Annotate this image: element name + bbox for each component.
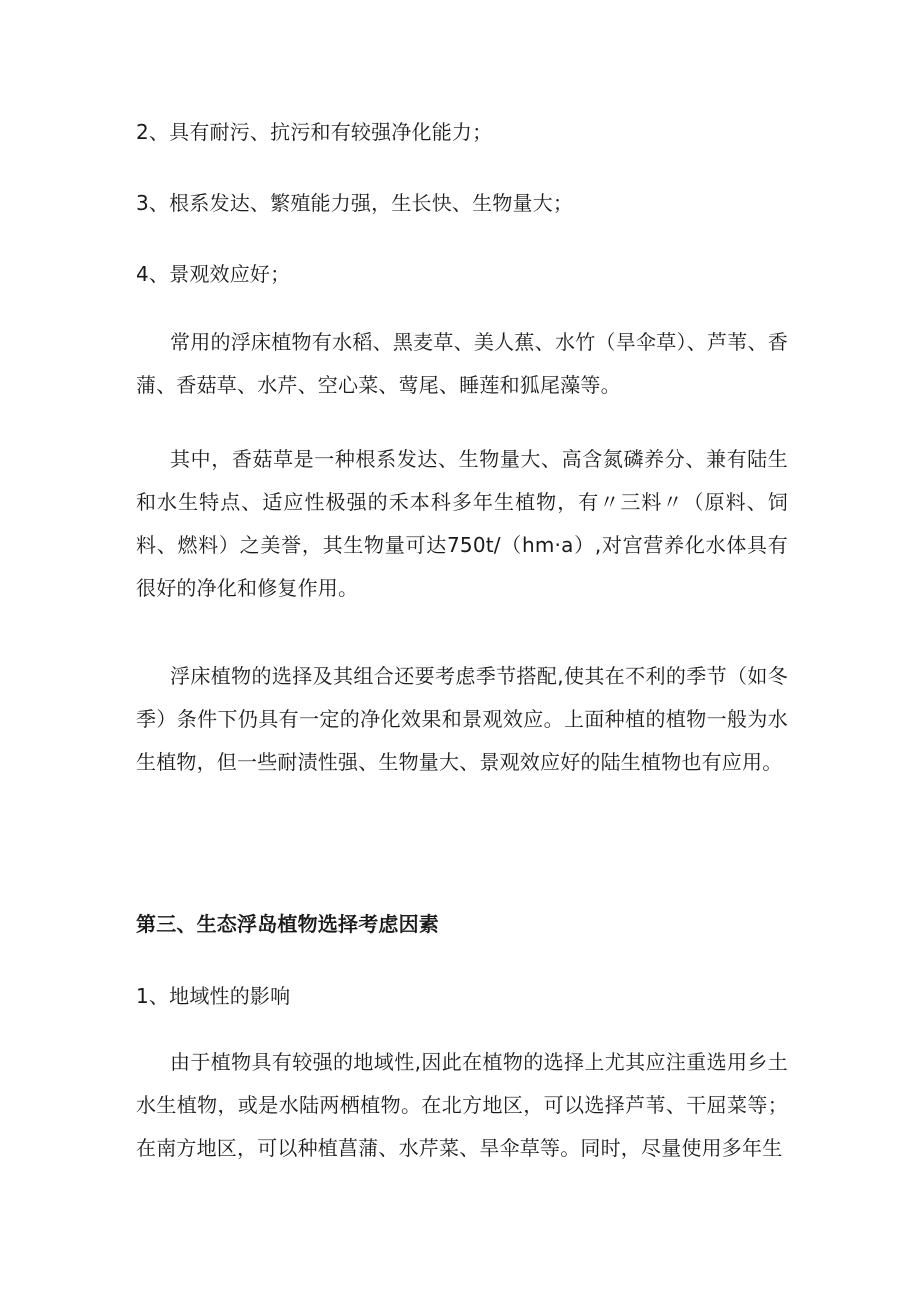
paragraph-season-matching: 浮床植物的选择及其组合还要考虑季节搭配,使其在不利的季节（如冬季）条件下仍具有一定的净化效果和景观效应。上面种植的植物一般为水生植物，但一些耐渍性强、生物量大、景观效应好的陆生植物也有应用。 [136,664,788,774]
paragraph-shiitake-grass: 其中，香菇草是一种根系发达、生物量大、高含氮磷养分、兼有陆生和水生特点、适应性极强的禾本科多年生植物，有〃三料〃（原料、饲料、燃料）之美誉，其生物量可达750t/（hm·a）,对宫营养化水体具有很好的净化和修复作用。 [136,447,788,600]
list-item-2: 2、具有耐污、抗污和有较强净化能力； [136,120,493,144]
paragraph-common-plants: 常用的浮床植物有水稻、黑麦草、美人蕉、水竹（旱伞草）、芦苇、香蒲、香菇草、水芹、空心菜、莺尾、睡莲和狐尾藻等。 [136,330,788,397]
paragraph-regional-influence: 由于植物具有较强的地域性,因此在植物的选择上尤其应注重选用乡土水生植物，或是水陆两栖植物。在北方地区，可以选择芦苇、干屈菜等；在南方地区，可以种植菖蒲、水芹菜、旱伞草等。同时，尽量使用多年生 [136,1050,788,1160]
list-item-4: 4、景观效应好； [136,262,291,286]
section-heading: 第三、生态浮岛植物选择考虑因素 [136,912,439,936]
list-item-3: 3、根系发达、繁殖能力强，生长快、生物量大； [136,191,574,215]
subsection-heading: 1、地域性的影响 [136,984,291,1008]
